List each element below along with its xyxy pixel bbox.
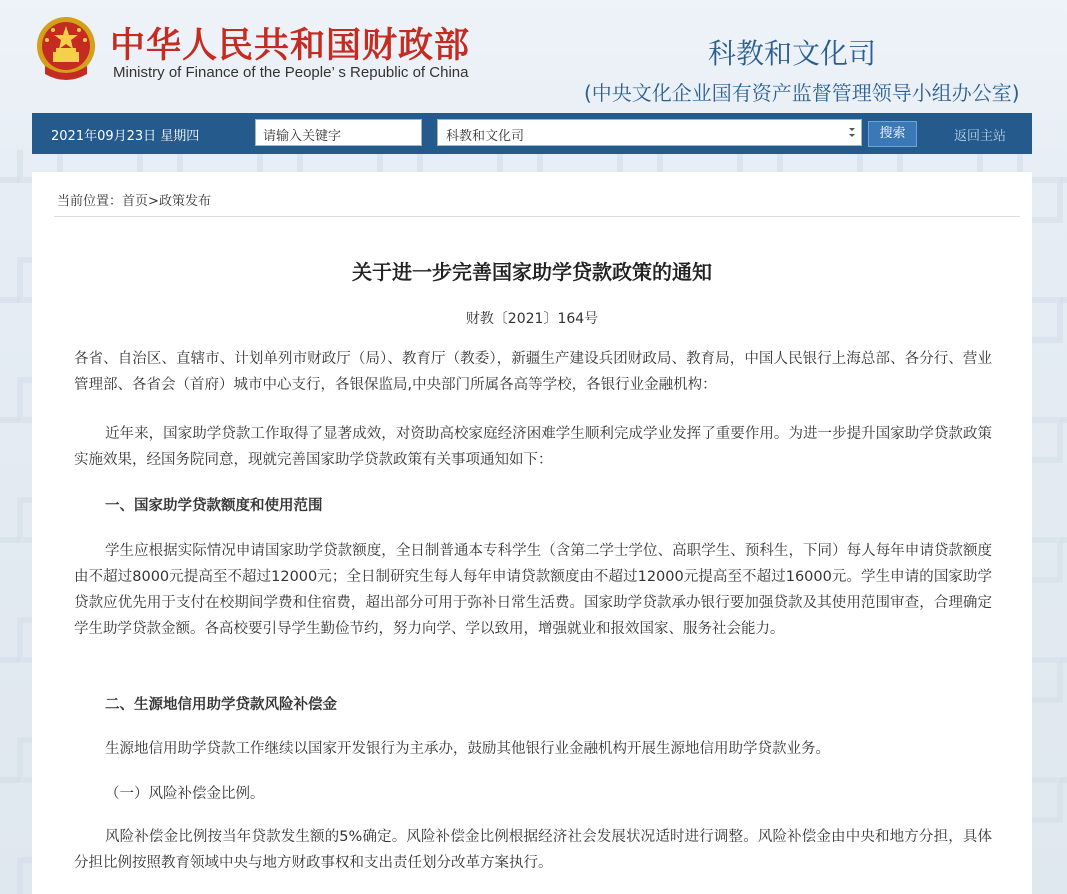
section-2-heading: 二、生源地信用助学贷款风险补偿金 — [105, 697, 337, 713]
section-2-body: 生源地信用助学贷款工作继续以国家开发银行为主承办，鼓励其他银行业金融机构开展生源地信用助学贷款业务。 — [105, 741, 830, 757]
section-1-heading: 一、国家助学贷款额度和使用范围 — [105, 498, 323, 514]
addressee-paragraph: 各省、自治区、直辖市、计划单列市财政厅（局）、教育厅（教委），新疆生产建设兵团财政局、教育局，中国人民银行上海总部、各分行、营业管理部、各省会（首府）城市中心支行，各银保监局,中央部门所属各高等学校，各银行业金融机构： — [74, 351, 992, 393]
department-name: 科教和文化司 — [708, 37, 877, 70]
department-select[interactable] — [437, 119, 862, 146]
search-button[interactable]: 搜索 — [868, 121, 917, 147]
section-2-sub-body: 风险补偿金比例按当年贷款发生额的5%确定。风险补偿金比例根据经济社会发展状况适时进行调整。风险补偿金由中央和地方分担，具体分担比例按照教育领域中央与地方财政事权和支出责任划分改革方案执行。 — [74, 829, 992, 871]
site-title-en: Ministry of Finance of the People’ s Republic of China — [113, 64, 469, 81]
department-select-value: 科教和文化司 — [446, 129, 525, 144]
section-2-subheading: （一）风险补偿金比例。 — [105, 786, 265, 802]
article-title: 关于进一步完善国家助学贷款政策的通知 — [352, 260, 712, 284]
search-input[interactable]: 请输入关键字 — [255, 119, 422, 146]
chevron-down-icon — [847, 126, 857, 138]
content-panel — [32, 172, 1032, 894]
nav-bar — [32, 113, 1032, 154]
national-emblem-icon — [33, 14, 99, 84]
site-header — [0, 0, 1067, 112]
breadcrumb-section[interactable]: 政策发布 — [158, 194, 211, 209]
intro-paragraph: 近年来，国家助学贷款工作取得了显著成效，对资助高校家庭经济困难学生顺利完成学业发挥了重要作用。为进一步提升国家助学贷款政策实施效果，经国务院同意，现就完善国家助学贷款政策有关事项通知如下： — [74, 426, 992, 468]
department-subtitle: (中央文化企业国有资产监督管理领导小组办公室) — [584, 81, 1020, 105]
breadcrumb-home[interactable]: 首页 — [122, 194, 149, 209]
breadcrumb — [57, 190, 211, 209]
section-1-body: 学生应根据实际情况申请国家助学贷款额度，全日制普通本专科学生（含第二学士学位、高职学生、预科生，下同）每人每年申请贷款额度由不超过8000元提高至不超过12000元；全日制研究生每人每年申请贷款额度由不超过12000元提高至不超过16000元。学生申请的国家助学贷款应优先用于支付在校期间学费和住宿费，超出部分可用于弥补日常生活费。国家助学贷款承办银行要加强贷款及其使用范围审查，合理确定学生助学贷款金额。各高校要引导学生勤俭节约，努力向学、学以致用，增强就业和报效国家、服务社会能力。 — [74, 543, 992, 637]
breadcrumb-prefix: 当前位置： — [57, 194, 123, 209]
site-title[interactable]: 中华人民共和国财政部 — [110, 26, 471, 66]
current-date: 2021年09月23日 星期四 — [51, 129, 200, 144]
return-home-link[interactable]: 返回主站 — [954, 129, 1007, 144]
divider — [54, 216, 1020, 217]
breadcrumb-separator: > — [148, 194, 159, 209]
document-number: 财教〔2021〕164号 — [465, 311, 599, 327]
